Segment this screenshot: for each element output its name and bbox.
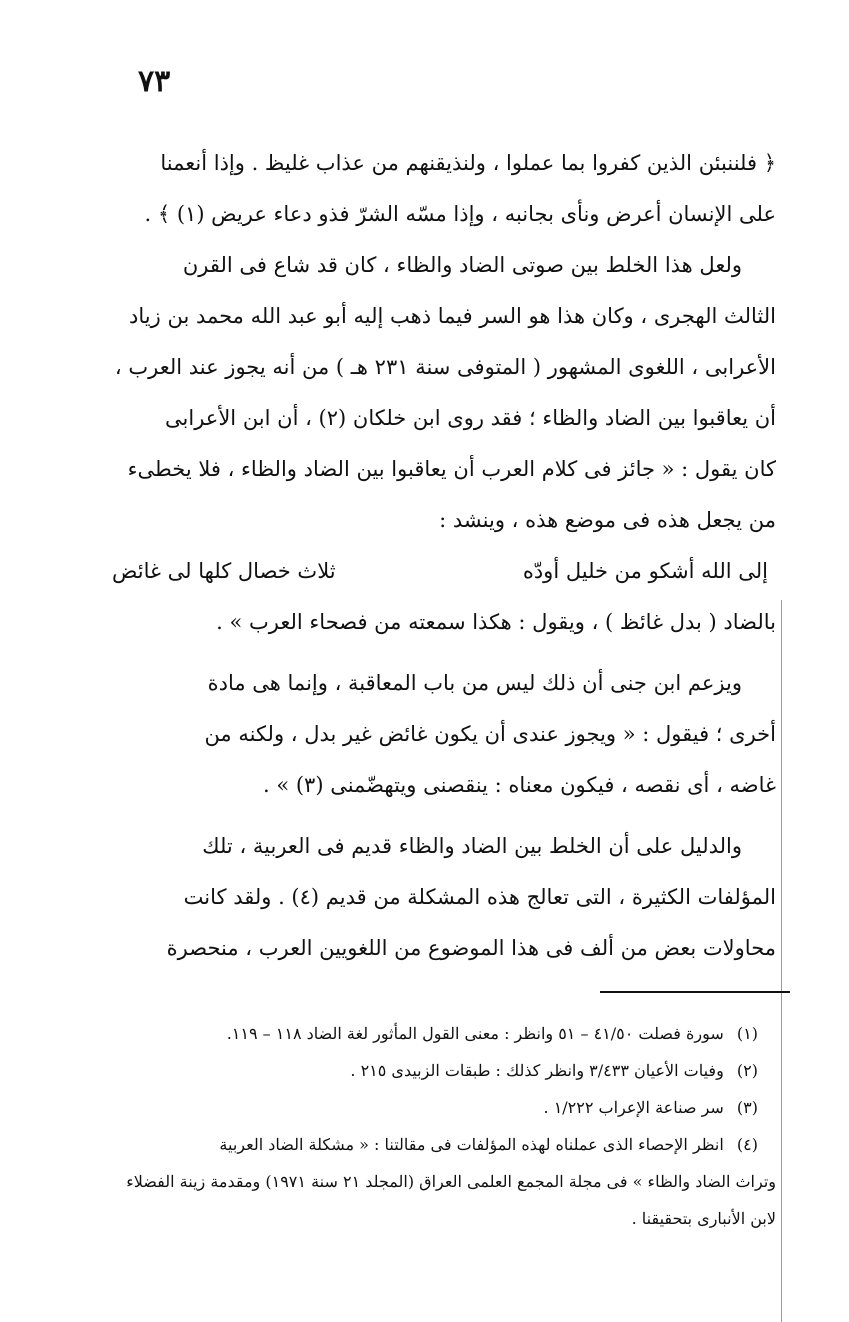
verse-second-hemistich: ثلاث خصال كلها لى غائض bbox=[112, 559, 336, 583]
text-line: من يجعل هذه فى موضع هذه ، وينشد : bbox=[439, 508, 776, 532]
text-line: كان يقول : « جائز فى كلام العرب أن يعاقبوا بين الضاد والظاء ، فلا يخطىء bbox=[127, 457, 776, 481]
footnote-number: (٢) bbox=[736, 1061, 758, 1080]
text-line: محاولات بعض من ألف فى هذا الموضوع من اللغويين العرب ، منحصرة bbox=[166, 936, 776, 960]
footnote-number: (٤) bbox=[736, 1135, 758, 1154]
text-line: أن يعاقبوا بين الضاد والظاء ؛ فقد روى ابن خلكان (٢) ، أن ابن الأعرابى bbox=[165, 406, 776, 430]
footnotes bbox=[112, 1015, 776, 1237]
footnote-number: (١) bbox=[736, 1024, 758, 1043]
footnote-number: (٣) bbox=[736, 1098, 758, 1117]
text-line: والدليل على أن الخلط بين الضاد والظاء قديم فى العربية ، تلك bbox=[202, 834, 742, 858]
footnote-separator bbox=[600, 991, 790, 993]
text-line: الأعرابى ، اللغوى المشهور ( المتوفى سنة ٢٣١ هـ ) من أنه يجوز عند العرب ، bbox=[114, 355, 776, 379]
gutter-line bbox=[781, 600, 782, 1322]
footnote-text: سر صناعة الإعراب ١/٢٢٢ . bbox=[543, 1098, 724, 1117]
text-line: بالضاد ( بدل غائظ ) ، ويقول : هكذا سمعته من فصحاء العرب » . bbox=[216, 610, 776, 634]
footnote-4 bbox=[112, 1126, 776, 1163]
main-text bbox=[112, 138, 776, 974]
footnote-4-continuation: لابن الأنبارى بتحقيقنا . bbox=[631, 1209, 776, 1228]
text-line: أخرى ؛ فيقول : « ويجوز عندى أن يكون غائض غير بدل ، ولكنه من bbox=[204, 722, 776, 746]
footnote-text: وفيات الأعيان ٣/٤٣٣ وانظر كذلك : طبقات الزبيدى ٢١٥ . bbox=[350, 1061, 724, 1080]
verse-first-hemistich: إلى الله أشكو من خليل أودّه bbox=[522, 559, 768, 583]
footnote-text: سورة فصلت ٤١/٥٠ – ٥١ وانظر : معنى القول المأثور لغة الضاد ١١٨ – ١١٩. bbox=[226, 1024, 724, 1043]
footnote-4-continuation: وتراث الضاد والظاء » فى مجلة المجمع العلمى العراق (المجلد ٢١ سنة ١٩٧١) ومقدمة زينة الفضلاء bbox=[126, 1172, 776, 1191]
text-line: غاضه ، أى نقصه ، فيكون معناه : ينقصنى ويتهضّمنى (٣) » . bbox=[262, 773, 776, 797]
footnote-1 bbox=[112, 1015, 776, 1052]
text-line: المؤلفات الكثيرة ، التى تعالج هذه المشكلة من قديم (٤) . ولقد كانت bbox=[183, 885, 776, 909]
text-line: الثالث الهجرى ، وكان هذا هو السر فيما ذهب إليه أبو عبد الله محمد بن زياد bbox=[129, 304, 776, 328]
page-number: ٧٣ bbox=[138, 64, 171, 99]
text-line: على الإنسان أعرض ونأى بجانبه ، وإذا مسّه الشرّ فذو دعاء عريض (١) ﴾ . bbox=[144, 202, 776, 226]
text-line: ولعل هذا الخلط بين صوتى الضاد والظاء ، كان قد شاع فى القرن bbox=[182, 253, 742, 277]
footnote-3 bbox=[112, 1089, 776, 1126]
poem-verse bbox=[112, 546, 776, 597]
text-line: ﴿ فلننبئن الذين كفروا بما عملوا ، ولنذيقنهم من عذاب غليظ . وإذا أنعمنا bbox=[160, 151, 776, 175]
text-line: ويزعم ابن جنى أن ذلك ليس من باب المعاقبة ، وإنما هى مادة bbox=[207, 671, 742, 695]
footnote-text: انظر الإحصاء الذى عملناه لهذه المؤلفات فى مقالتنا : « مشكلة الضاد العربية bbox=[219, 1135, 724, 1154]
footnote-2 bbox=[112, 1052, 776, 1089]
